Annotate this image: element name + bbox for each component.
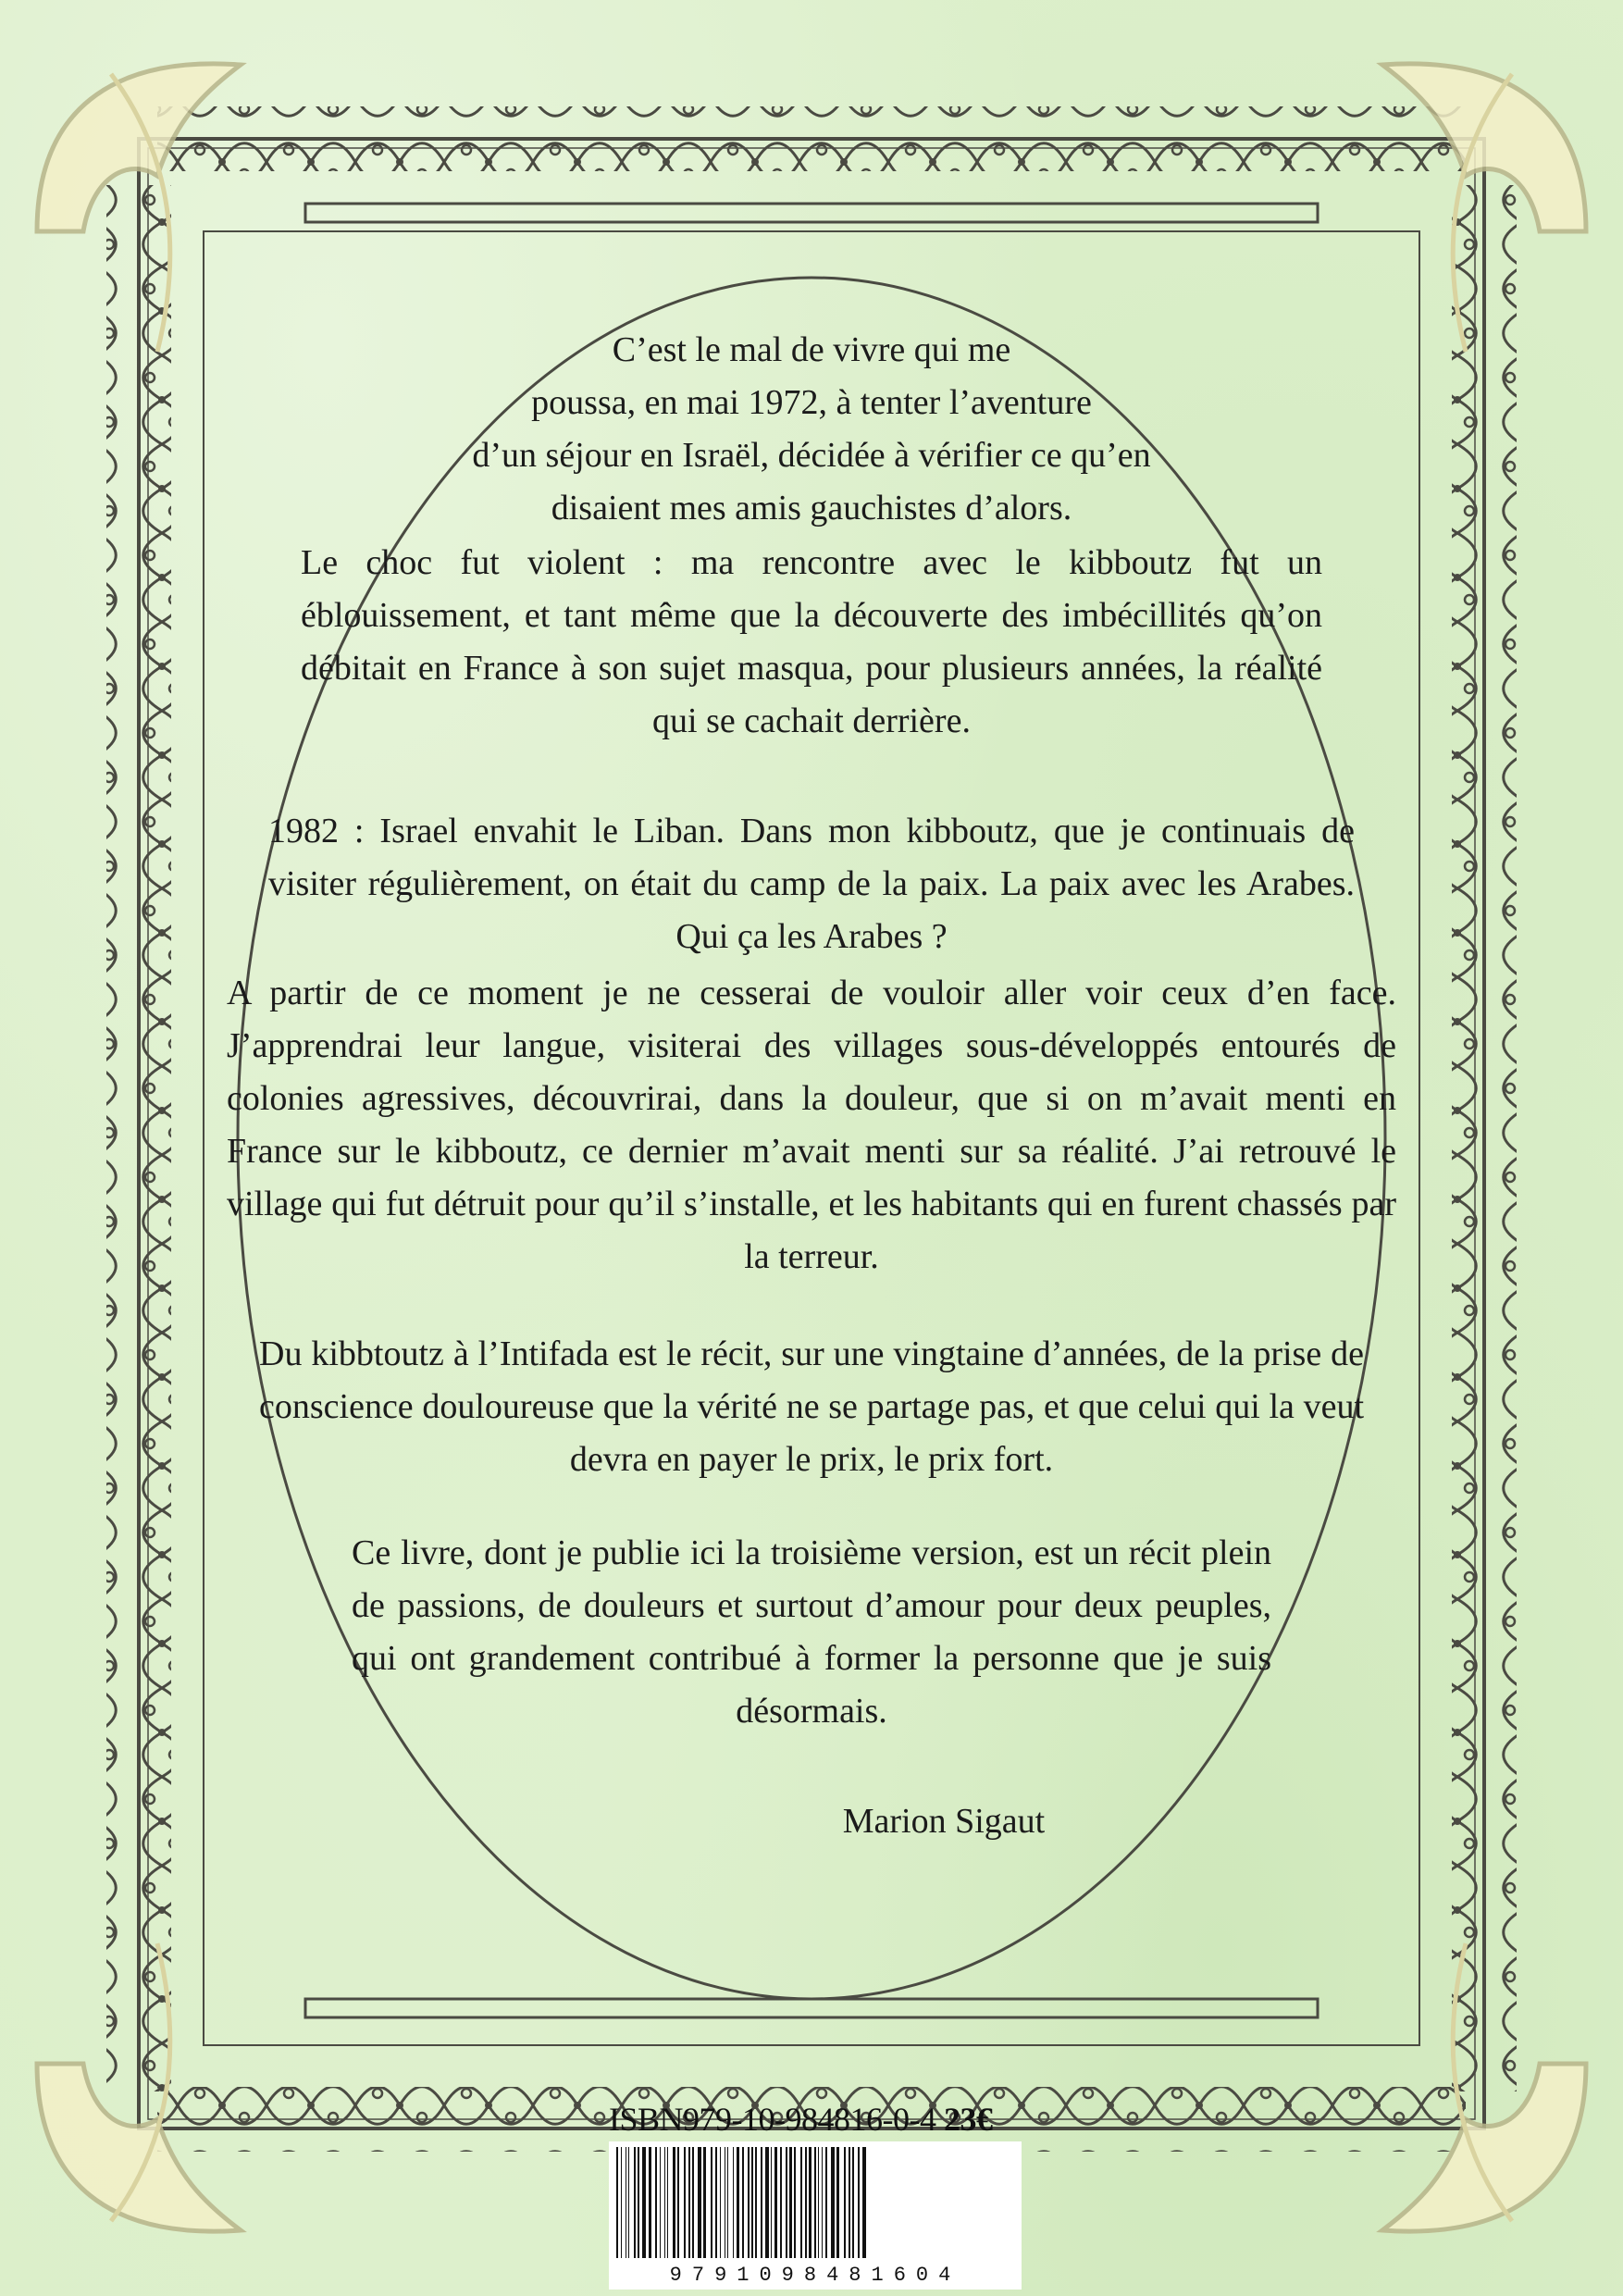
barcode-bar (814, 2147, 816, 2258)
isbn-barcode-block (609, 2099, 1022, 2293)
barcode-bar (638, 2147, 639, 2258)
barcode-bar (862, 2147, 866, 2258)
barcode-bar (771, 2147, 772, 2258)
barcode-bar (765, 2147, 769, 2258)
price-label: 23€ (943, 2101, 993, 2138)
paragraph-1-line: poussa, en mai 1972, à tenter l’aventure (531, 383, 1092, 422)
barcode-bar (748, 2147, 750, 2258)
barcode-bar (789, 2147, 792, 2258)
barcode-bar (780, 2147, 782, 2258)
barcode-bar (621, 2147, 622, 2258)
right-ornament-band (1452, 185, 1517, 2091)
barcode-bar (742, 2147, 744, 2258)
barcode-bar (727, 2147, 728, 2258)
barcode-bar (818, 2147, 819, 2258)
barcode-bar (800, 2147, 802, 2258)
barcode-bar (642, 2147, 646, 2258)
barcode-bar (715, 2147, 717, 2258)
author-signature: Marion Sigaut (842, 1802, 1046, 1841)
barcode-digits: 9791098481604 (609, 2262, 1022, 2290)
barcode-bar (692, 2147, 694, 2258)
barcode-bar (649, 2147, 651, 2258)
paragraph-5: Du kibbtoutz à l’Intifada est le récit, sur une vingtaine d’années, de la prise de conscience douloureuse que la vérité ne se partage pas, et que celui qui la veut devra en payer le prix, le prix fort. (259, 1334, 1364, 1479)
paragraph-2: Le choc fut violent : ma rencontre avec le kibboutz fut un éblouissement, et tant même que la découverte des imbécillités qu’on débitait en France à son sujet masqua, pour plusieurs années, la réalité qui se cachait derrière. (301, 543, 1322, 740)
paragraph-6: Ce livre, dont je publie ici la troisième version, est un récit plein de passions, de douleurs et surtout d’amour pour deux peuples, qui ont grandement contribué à former la personne que je suis désormais. (352, 1533, 1271, 1731)
barcode-bar (825, 2147, 827, 2258)
barcode-image (609, 2141, 1022, 2264)
paragraph-4: A partir de ce moment je ne cesserai de vouloir aller voir ceux d’en face. J’apprendrai leur langue, visiterai des villages sous-développés entourés de colonies agressives, découvrirai, dans la douleur, que si on m’avait menti en France sur le kibboutz, ce dernier m’avait menti sur sa réalité. J’ai retrouvé le village qui fut détruit pour qu’il s’installe, et les habitants qui en furent chassés par la terreur. (227, 974, 1396, 1276)
barcode-bar (634, 2147, 636, 2258)
isbn-label-line (609, 2099, 1022, 2140)
barcode-bar (761, 2147, 762, 2258)
paragraph-1-line: C’est le mal de vivre qui me (612, 330, 1011, 369)
barcode-bar (751, 2147, 753, 2258)
bottom-inner-bar (305, 1999, 1318, 2017)
barcode-bar (703, 2147, 706, 2258)
paragraph-1-line: d’un séjour en Israël, décidée à vérifier ce qu’en (472, 436, 1151, 475)
barcode-bar (836, 2147, 839, 2258)
barcode-bar (720, 2147, 721, 2258)
barcode-bar (711, 2147, 712, 2258)
barcode-bar (660, 2147, 661, 2258)
barcode-bar (733, 2147, 734, 2258)
barcode-bar (628, 2147, 629, 2258)
left-ornament-band (106, 185, 171, 2091)
barcode-bar (822, 2147, 823, 2258)
barcode-bar (655, 2147, 657, 2258)
isbn-number: ISBN979-10-984816-0-4 (609, 2101, 936, 2138)
paragraph-1 (389, 324, 1234, 535)
barcode-bar (809, 2147, 812, 2258)
barcode-bar (844, 2147, 846, 2258)
paragraph-1-line: disaient mes amis gauchistes d’alors. (551, 489, 1072, 527)
barcode-bar (831, 2147, 835, 2258)
barcode-bars (609, 2141, 1022, 2264)
barcode-bar (858, 2147, 860, 2258)
barcode-bar (849, 2147, 850, 2258)
barcode-bar (737, 2147, 739, 2258)
barcode-bar (684, 2147, 686, 2258)
barcode-bar (688, 2147, 690, 2258)
top-inner-bar (305, 204, 1318, 222)
barcode-bar (794, 2147, 796, 2258)
barcode-bar (677, 2147, 679, 2258)
barcode-bar (667, 2147, 668, 2258)
barcode-bar (755, 2147, 757, 2258)
barcode-bar (805, 2147, 807, 2258)
barcode-bar (616, 2147, 618, 2258)
barcode-bar (774, 2147, 777, 2258)
barcode-bar (673, 2147, 675, 2258)
barcode-bar (664, 2147, 665, 2258)
barcode-bar (698, 2147, 701, 2258)
paragraph-3: 1982 : Israel envahit le Liban. Dans mon kibboutz, que je continuais de visiter régulièrement, on était du camp de la paix. La paix avec les Arabes. Qui ça les Arabes ? (268, 812, 1355, 956)
barcode-bar (786, 2147, 787, 2258)
top-ornament-band (157, 106, 1466, 171)
barcode-bar (852, 2147, 854, 2258)
